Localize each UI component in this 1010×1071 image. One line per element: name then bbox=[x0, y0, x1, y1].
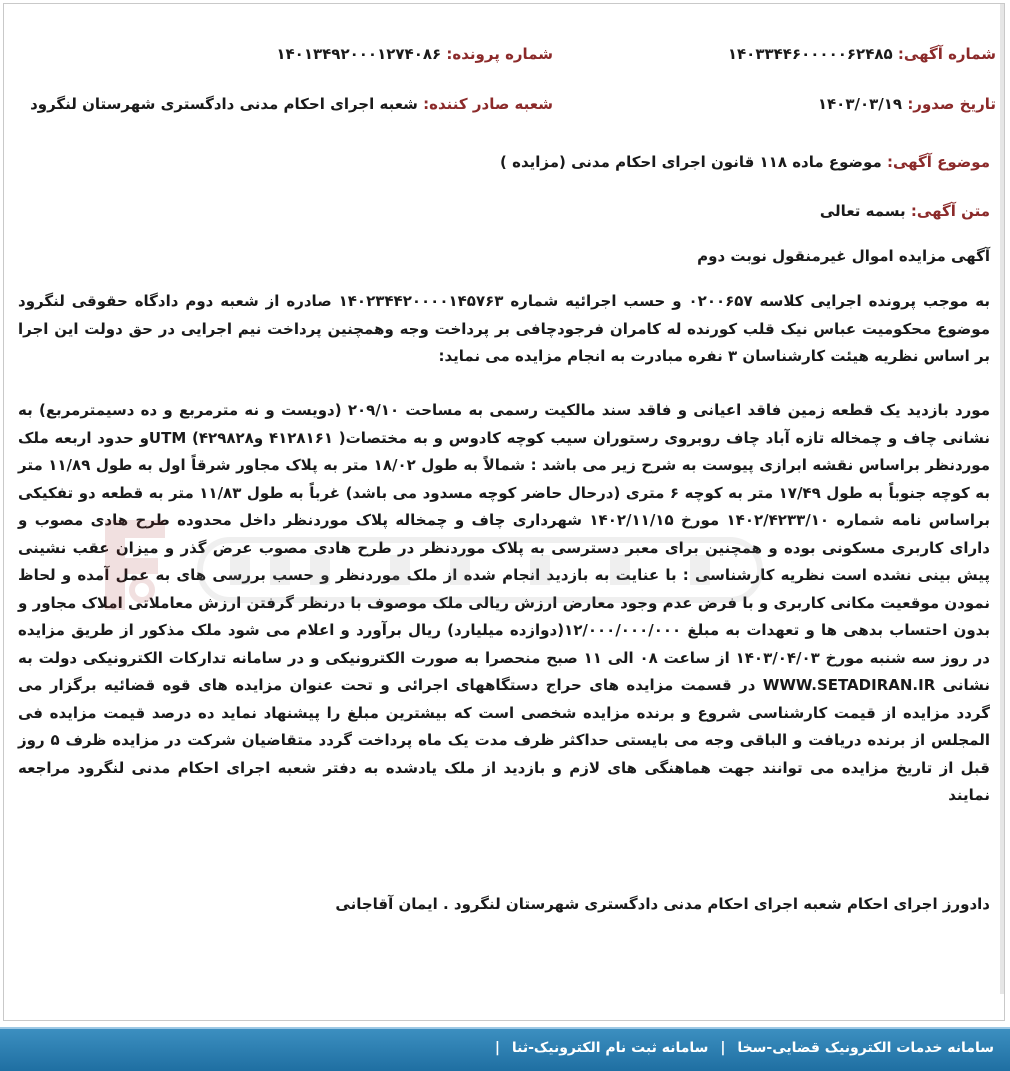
notice-paragraph-details: مورد بازدید یک قطعه زمین فاقد اعیانی و فاقد سند مالکیت رسمی به مساحت ۲۰۹/۱۰ (دویست و نه مترمربع و ده دسیمترمربع) به نشانی چاف و چمخاله تازه آباد چاف روبروی رستوران سیب کوچه کادوس و به مختصات( ۴۱۲۸۱۶۱ و۴۲۹۸۲۸) UTMو حدود اربعه ملک موردنظر براساس نقشه ابرازی پیوست به شرح زیر می باشد : شمالاً به طول ۱۸/۰۲ متر به پلاک مجاور شرقاً اول به طول ۱۱/۸۹ متر به کوچه جنوباً به طول ۱۷/۴۹ متر به کوچه ۶ متری (درحال حاضر کوچه مسدود می باشد) غرباً به طول ۱۱/۸۳ متر به قطعه دو تفکیکی براساس نامه شماره ۱۴۰۲/۴۲۳۳/۱۰ مورخ ۱۴۰۲/۱۱/۱۵ شهرداری چاف و چمخاله پلاک موردنظر داخل محدوده طرح هادی مصوب و دارای کاربری مسکونی بوده و همچنین برای معبر دسترسی به پلاک موردنظر در طرح هادی مصوب عرض گذر و میزان عقب نشینی پیش بینی نشده است نظریه کارشناسی : با عنایت به بازدید انجام شده از ملک موردنظر و حسب بررسی های به عمل آمده و لحاظ نمودن موقعیت مکانی کاربری و با فرض عدم وجود معارض ارزش ریالی ملک موصوف با درنظر گرفتن ارزش معاملاتی املاک مجاور و بدون احتساب بدهی ها و تعهدات به مبلغ ۱۲/۰۰۰/۰۰۰/۰۰۰(دوازده میلیارد) ریال برآورد و اعلام می شود ملک مذکور از طریق مزایده در روز سه شنبه مورخ ۱۴۰۳/۰۴/۰۳ از ساعت ۰۸ الی ۱۱ صبح منحصرا به صورت الکترونیکی و در سامانه تدارکات الکترونیکی دولت به نشانی WWW.SETADIRAN.IR در قسمت مزایده های حراج دستگاههای اجرائی و تحت عنوان مزایده های قوه قضائیه برگزار می گردد مزایده از قیمت کارشناسی شروع و برنده مزایده شخصی است که بیشترین مبلغ را پیشنهاد نماید ده درصد قیمت مزایده فی المجلس از برنده دریافت و الباقی وجه می بایستی حداکثر ظرف مدت یک ماه پرداخت گردد متقاضیان شرکت در مزایده ظرف ۵ روز قبل از تاریخ مزایده می توانند جهت هماهنگی های لازم و بازدید از ملک یادشده به دفتر شعبه اجرای احکام مدنی لنگرود مراجعه نمایند bbox=[18, 401, 990, 804]
notice-text-field bbox=[820, 202, 990, 220]
issue-date-field bbox=[818, 95, 996, 113]
notice-signature: دادورز اجرای احکام شعبه اجرای احکام مدنی دادگستری شهرستان لنگرود . ایمان آقاجانی bbox=[335, 895, 990, 913]
footer-links bbox=[488, 1040, 994, 1056]
notice-number-value: ۱۴۰۳۳۴۴۶۰۰۰۰۰۶۲۴۸۵ bbox=[727, 45, 893, 63]
case-number-value: ۱۴۰۱۳۴۹۲۰۰۰۱۲۷۴۰۸۶ bbox=[276, 45, 442, 63]
notice-text-start: بسمه تعالی bbox=[819, 202, 906, 220]
case-number-label: شماره پرونده: bbox=[446, 45, 553, 63]
footer-separator: | bbox=[720, 1040, 726, 1056]
notice-text-label: متن آگهی: bbox=[910, 202, 990, 220]
subject-field bbox=[500, 153, 990, 171]
issue-date-value: ۱۴۰۳/۰۳/۱۹ bbox=[817, 95, 903, 113]
issuer-label: شعبه صادر کننده: bbox=[423, 95, 553, 113]
footer-link-sakha[interactable]: سامانه خدمات الکترونیک قضایی-سخا bbox=[737, 1040, 994, 1056]
case-number-field bbox=[276, 45, 553, 63]
notice-paragraph-intro: به موجب پرونده اجرایی کلاسه ۰۲۰۰۶۵۷ و حسب اجرائیه شماره ۱۴۰۲۳۴۴۲۰۰۰۰۱۴۵۷۶۳ صادره از شعبه دوم دادگاه حقوقی لنگرود موضوع محکومیت عباس نیک قلب کورنده له کامران فرجودچافی بر پرداخت وجه وهمچنین پرداخت نیم اجرایی در حق دولت این اجرا بر اساس نظریه هیئت کارشناسان ۳ نفره مبادرت به انجام مزایده می نماید: bbox=[18, 292, 990, 365]
scrollbar[interactable] bbox=[1000, 4, 1004, 994]
notice-number-label: شماره آگهی: bbox=[897, 45, 996, 63]
subject-value: موضوع ماده ۱۱۸ قانون اجرای احکام مدنی (مزایده ) bbox=[500, 153, 882, 171]
issuer-value: شعبه اجرای احکام مدنی دادگستری شهرستان لنگرود bbox=[30, 95, 418, 113]
footer-separator-end: | bbox=[494, 1040, 500, 1056]
notice-heading: آگهی مزایده اموال غیرمنقول نوبت دوم bbox=[697, 247, 990, 265]
subject-label: موضوع آگهی: bbox=[886, 153, 990, 171]
issuer-field bbox=[30, 95, 553, 113]
footer-bar bbox=[0, 1027, 1010, 1071]
notice-number-field bbox=[728, 45, 996, 63]
issue-date-label: تاریخ صدور: bbox=[907, 95, 996, 113]
footer-link-sana[interactable]: سامانه ثبت نام الکترونیک-ثنا bbox=[511, 1040, 709, 1056]
